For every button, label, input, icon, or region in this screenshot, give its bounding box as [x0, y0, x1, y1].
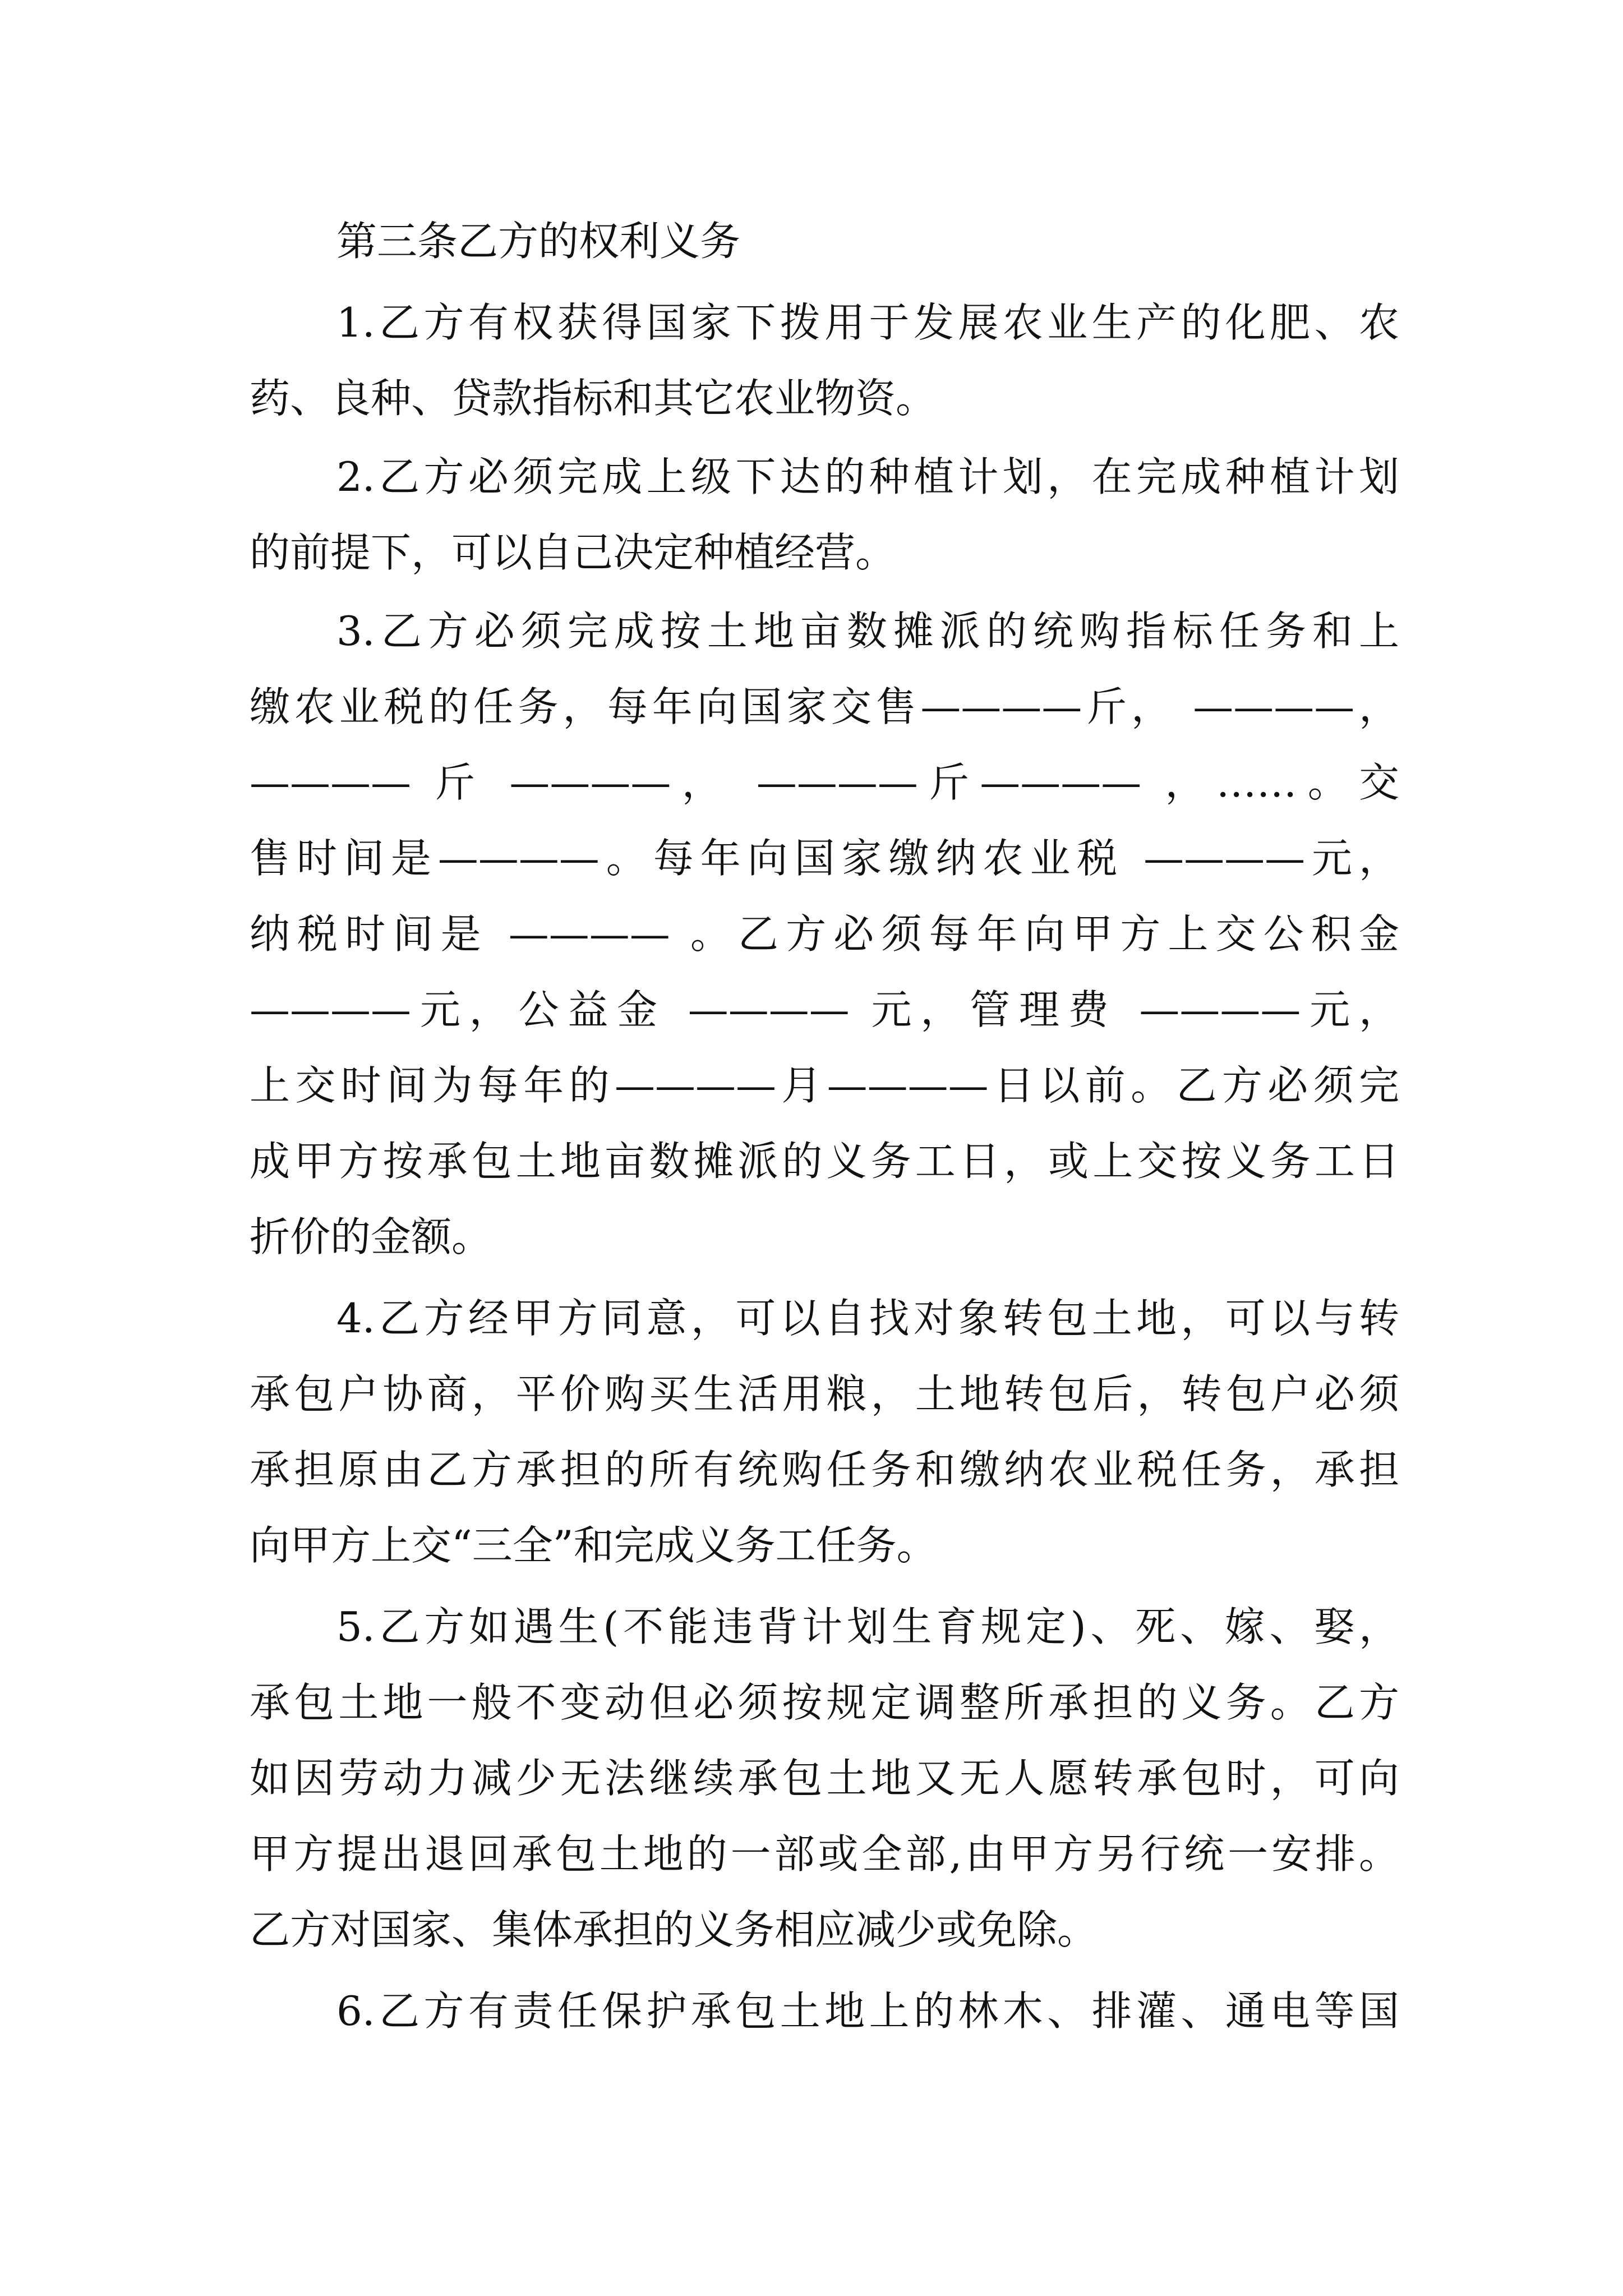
- paragraph-4-line-2: 承包户协商，平价购买生活用粮，土地转包后，转包户必须: [250, 1370, 1399, 1418]
- paragraph-3-line-9: 折价的金额。: [250, 1213, 492, 1260]
- paragraph-4-line-1: 4.乙方经甲方同意，可以自找对象转包土地，可以与转: [336, 1295, 1399, 1342]
- paragraph-6-line-1: 6.乙方有责任保护承包土地上的林木、排灌、通电等国: [336, 1987, 1399, 2035]
- paragraph-5-line-1: 5.乙方如遇生(不能违背计划生育规定)、死、嫁、娶，: [336, 1603, 1399, 1650]
- paragraph-3-line-4: 售时间是————。每年向国家缴纳农业税 ————元，: [250, 835, 1399, 882]
- section-heading: 第三条乙方的权利义务: [336, 218, 741, 265]
- paragraph-2-line-1: 2.乙方必须完成上级下达的种植计划，在完成种植计划: [336, 453, 1399, 500]
- paragraph-2-line-2: 的前提下，可以自己决定种植经营。: [250, 529, 896, 576]
- paragraph-5-line-4: 甲方提出退回承包土地的一部或全部,由甲方另行统一安排。: [250, 1830, 1399, 1878]
- paragraph-1-line-1: 1.乙方有权获得国家下拨用于发展农业生产的化肥、农: [336, 299, 1399, 346]
- paragraph-3-line-1: 3.乙方必须完成按土地亩数摊派的统购指标任务和上: [336, 608, 1399, 655]
- paragraph-5-line-5: 乙方对国家、集体承担的义务相应减少或免除。: [250, 1906, 1098, 1953]
- paragraph-3-line-7: 上交时间为每年的————月————日以前。乙方必须完: [250, 1062, 1399, 1109]
- paragraph-4-line-3: 承担原由乙方承担的所有统购任务和缴纳农业税任务，承担: [250, 1446, 1399, 1493]
- paragraph-5-line-3: 如因劳动力减少无法继续承包土地又无人愿转承包时，可向: [250, 1755, 1399, 1802]
- paragraph-5-line-2: 承包土地一般不变动但必须按规定调整所承担的义务。乙方: [250, 1679, 1399, 1726]
- paragraph-3-line-8: 成甲方按承包土地亩数摊派的义务工日，或上交按义务工日: [250, 1138, 1399, 1185]
- paragraph-3-line-5: 纳税时间是 ———— 。乙方必须每年向甲方上交公积金: [250, 910, 1399, 958]
- paragraph-3-line-6: ————元，公益金 ———— 元，管理费 ————元，: [250, 986, 1399, 1033]
- paragraph-3-line-2: 缴农业税的任务，每年向国家交售————斤， ————，: [250, 683, 1399, 730]
- paragraph-3-line-3: ———— 斤 ————， ————斤———— ，……。交: [250, 759, 1399, 806]
- paragraph-4-line-4: 向甲方上交“三全”和完成义务工任务。: [250, 1522, 937, 1569]
- paragraph-1-line-2: 药、良种、贷款指标和其它农业物资。: [250, 375, 937, 422]
